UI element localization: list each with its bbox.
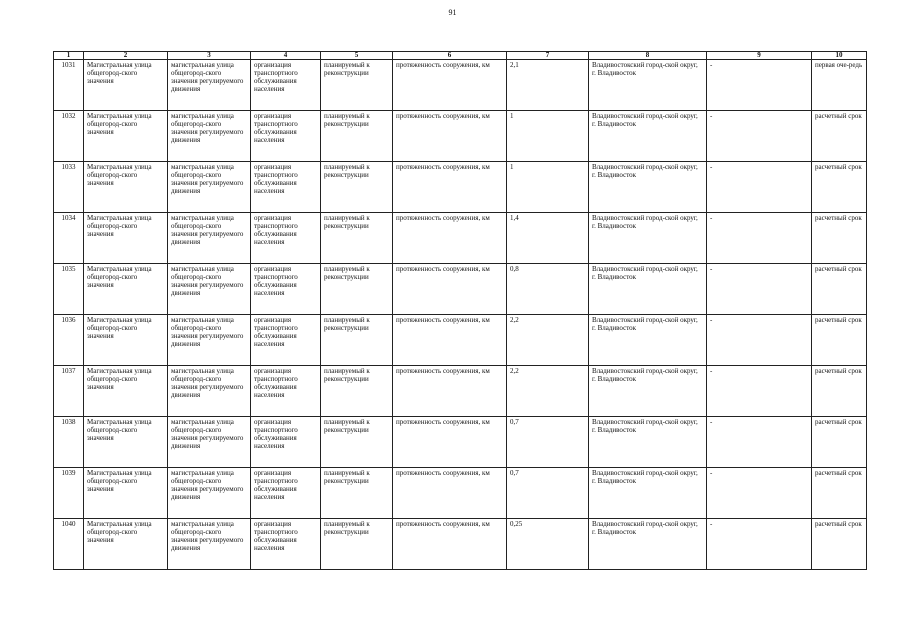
object-term: расчетный срок xyxy=(812,111,867,162)
object-purpose: организация транспортного обслуживания населения xyxy=(251,417,321,468)
object-term: расчетный срок xyxy=(812,519,867,570)
table-row xyxy=(54,213,867,264)
object-purpose: организация транспортного обслуживания населения xyxy=(251,366,321,417)
object-value: 0,25 xyxy=(507,519,589,570)
column-header: 9 xyxy=(707,52,812,60)
object-value: 0,8 xyxy=(507,264,589,315)
object-name: Магистральная улица общегород-ского значения xyxy=(84,111,168,162)
object-category: магистральная улица общегород-ского значения регулируемого движения xyxy=(168,315,251,366)
object-characteristic: протяженность сооружения, км xyxy=(393,60,507,111)
row-number: 1032 xyxy=(54,111,84,162)
object-location: Владивостокский город-ской округ, г. Владивосток xyxy=(589,60,707,111)
row-number: 1037 xyxy=(54,366,84,417)
row-number: 1039 xyxy=(54,468,84,519)
column-header: 3 xyxy=(168,52,251,60)
column-header: 4 xyxy=(251,52,321,60)
object-status: планируемый к реконструкции xyxy=(321,162,393,213)
row-number: 1034 xyxy=(54,213,84,264)
registry-table xyxy=(53,51,867,570)
object-category: магистральная улица общегород-ского значения регулируемого движения xyxy=(168,60,251,111)
object-status: планируемый к реконструкции xyxy=(321,264,393,315)
object-location: Владивостокский город-ской округ, г. Владивосток xyxy=(589,111,707,162)
object-status: планируемый к реконструкции xyxy=(321,417,393,468)
object-term: расчетный срок xyxy=(812,315,867,366)
object-name: Магистральная улица общегород-ского значения xyxy=(84,519,168,570)
object-location: Владивостокский город-ской округ, г. Владивосток xyxy=(589,264,707,315)
object-value: 2,2 xyxy=(507,366,589,417)
object-characteristic: протяженность сооружения, км xyxy=(393,417,507,468)
object-term: первая оче-редь xyxy=(812,60,867,111)
table-row xyxy=(54,468,867,519)
table-row xyxy=(54,111,867,162)
object-location: Владивостокский город-ской округ, г. Владивосток xyxy=(589,519,707,570)
object-status: планируемый к реконструкции xyxy=(321,60,393,111)
object-zone: - xyxy=(707,111,812,162)
object-value: 1 xyxy=(507,111,589,162)
object-status: планируемый к реконструкции xyxy=(321,111,393,162)
object-characteristic: протяженность сооружения, км xyxy=(393,366,507,417)
object-term: расчетный срок xyxy=(812,264,867,315)
object-status: планируемый к реконструкции xyxy=(321,468,393,519)
column-header: 7 xyxy=(507,52,589,60)
object-characteristic: протяженность сооружения, км xyxy=(393,111,507,162)
column-header: 1 xyxy=(54,52,84,60)
object-characteristic: протяженность сооружения, км xyxy=(393,213,507,264)
object-category: магистральная улица общегород-ского значения регулируемого движения xyxy=(168,519,251,570)
object-status: планируемый к реконструкции xyxy=(321,366,393,417)
object-zone: - xyxy=(707,162,812,213)
object-category: магистральная улица общегород-ского значения регулируемого движения xyxy=(168,417,251,468)
object-category: магистральная улица общегород-ского значения регулируемого движения xyxy=(168,468,251,519)
object-category: магистральная улица общегород-ского значения регулируемого движения xyxy=(168,366,251,417)
table-row xyxy=(54,264,867,315)
column-header: 8 xyxy=(589,52,707,60)
object-zone: - xyxy=(707,519,812,570)
object-characteristic: протяженность сооружения, км xyxy=(393,315,507,366)
object-characteristic: протяженность сооружения, км xyxy=(393,468,507,519)
object-category: магистральная улица общегород-ского значения регулируемого движения xyxy=(168,213,251,264)
object-name: Магистральная улица общегород-ского значения xyxy=(84,417,168,468)
object-characteristic: протяженность сооружения, км xyxy=(393,162,507,213)
object-name: Магистральная улица общегород-ского значения xyxy=(84,264,168,315)
object-status: планируемый к реконструкции xyxy=(321,213,393,264)
object-purpose: организация транспортного обслуживания населения xyxy=(251,468,321,519)
table-row xyxy=(54,366,867,417)
object-value: 0,7 xyxy=(507,468,589,519)
table-row xyxy=(54,162,867,213)
object-category: магистральная улица общегород-ского значения регулируемого движения xyxy=(168,162,251,213)
object-status: планируемый к реконструкции xyxy=(321,519,393,570)
column-header: 10 xyxy=(812,52,867,60)
row-number: 1040 xyxy=(54,519,84,570)
object-zone: - xyxy=(707,417,812,468)
object-purpose: организация транспортного обслуживания населения xyxy=(251,264,321,315)
object-category: магистральная улица общегород-ского значения регулируемого движения xyxy=(168,264,251,315)
object-location: Владивостокский город-ской округ, г. Владивосток xyxy=(589,417,707,468)
object-location: Владивостокский город-ской округ, г. Владивосток xyxy=(589,315,707,366)
object-value: 0,7 xyxy=(507,417,589,468)
column-header: 5 xyxy=(321,52,393,60)
object-name: Магистральная улица общегород-ского значения xyxy=(84,366,168,417)
row-number: 1035 xyxy=(54,264,84,315)
object-purpose: организация транспортного обслуживания населения xyxy=(251,111,321,162)
object-status: планируемый к реконструкции xyxy=(321,315,393,366)
object-location: Владивостокский город-ской округ, г. Владивосток xyxy=(589,213,707,264)
object-purpose: организация транспортного обслуживания населения xyxy=(251,519,321,570)
table-row xyxy=(54,417,867,468)
object-purpose: организация транспортного обслуживания населения xyxy=(251,213,321,264)
object-zone: - xyxy=(707,315,812,366)
object-name: Магистральная улица общегород-ского значения xyxy=(84,468,168,519)
object-characteristic: протяженность сооружения, км xyxy=(393,519,507,570)
object-category: магистральная улица общегород-ского значения регулируемого движения xyxy=(168,111,251,162)
object-zone: - xyxy=(707,468,812,519)
row-number: 1031 xyxy=(54,60,84,111)
object-value: 1 xyxy=(507,162,589,213)
header-row xyxy=(54,52,867,60)
object-name: Магистральная улица общегород-ского значения xyxy=(84,315,168,366)
object-location: Владивостокский город-ской округ, г. Владивосток xyxy=(589,366,707,417)
object-zone: - xyxy=(707,60,812,111)
object-location: Владивостокский город-ской округ, г. Владивосток xyxy=(589,162,707,213)
object-term: расчетный срок xyxy=(812,366,867,417)
object-purpose: организация транспортного обслуживания населения xyxy=(251,162,321,213)
object-zone: - xyxy=(707,264,812,315)
table-row xyxy=(54,60,867,111)
object-characteristic: протяженность сооружения, км xyxy=(393,264,507,315)
object-term: расчетный срок xyxy=(812,468,867,519)
object-zone: - xyxy=(707,366,812,417)
object-name: Магистральная улица общегород-ского значения xyxy=(84,162,168,213)
column-header: 2 xyxy=(84,52,168,60)
object-name: Магистральная улица общегород-ского значения xyxy=(84,213,168,264)
page-number: 91 xyxy=(448,8,457,17)
object-location: Владивостокский город-ской округ, г. Владивосток xyxy=(589,468,707,519)
object-term: расчетный срок xyxy=(812,213,867,264)
row-number: 1033 xyxy=(54,162,84,213)
row-number: 1036 xyxy=(54,315,84,366)
object-zone: - xyxy=(707,213,812,264)
row-number: 1038 xyxy=(54,417,84,468)
table-row xyxy=(54,519,867,570)
object-value: 2,2 xyxy=(507,315,589,366)
object-value: 2,1 xyxy=(507,60,589,111)
object-term: расчетный срок xyxy=(812,162,867,213)
object-term: расчетный срок xyxy=(812,417,867,468)
column-header: 6 xyxy=(393,52,507,60)
table-row xyxy=(54,315,867,366)
object-purpose: организация транспортного обслуживания населения xyxy=(251,315,321,366)
object-name: Магистральная улица общегород-ского значения xyxy=(84,60,168,111)
object-value: 1,4 xyxy=(507,213,589,264)
object-purpose: организация транспортного обслуживания населения xyxy=(251,60,321,111)
